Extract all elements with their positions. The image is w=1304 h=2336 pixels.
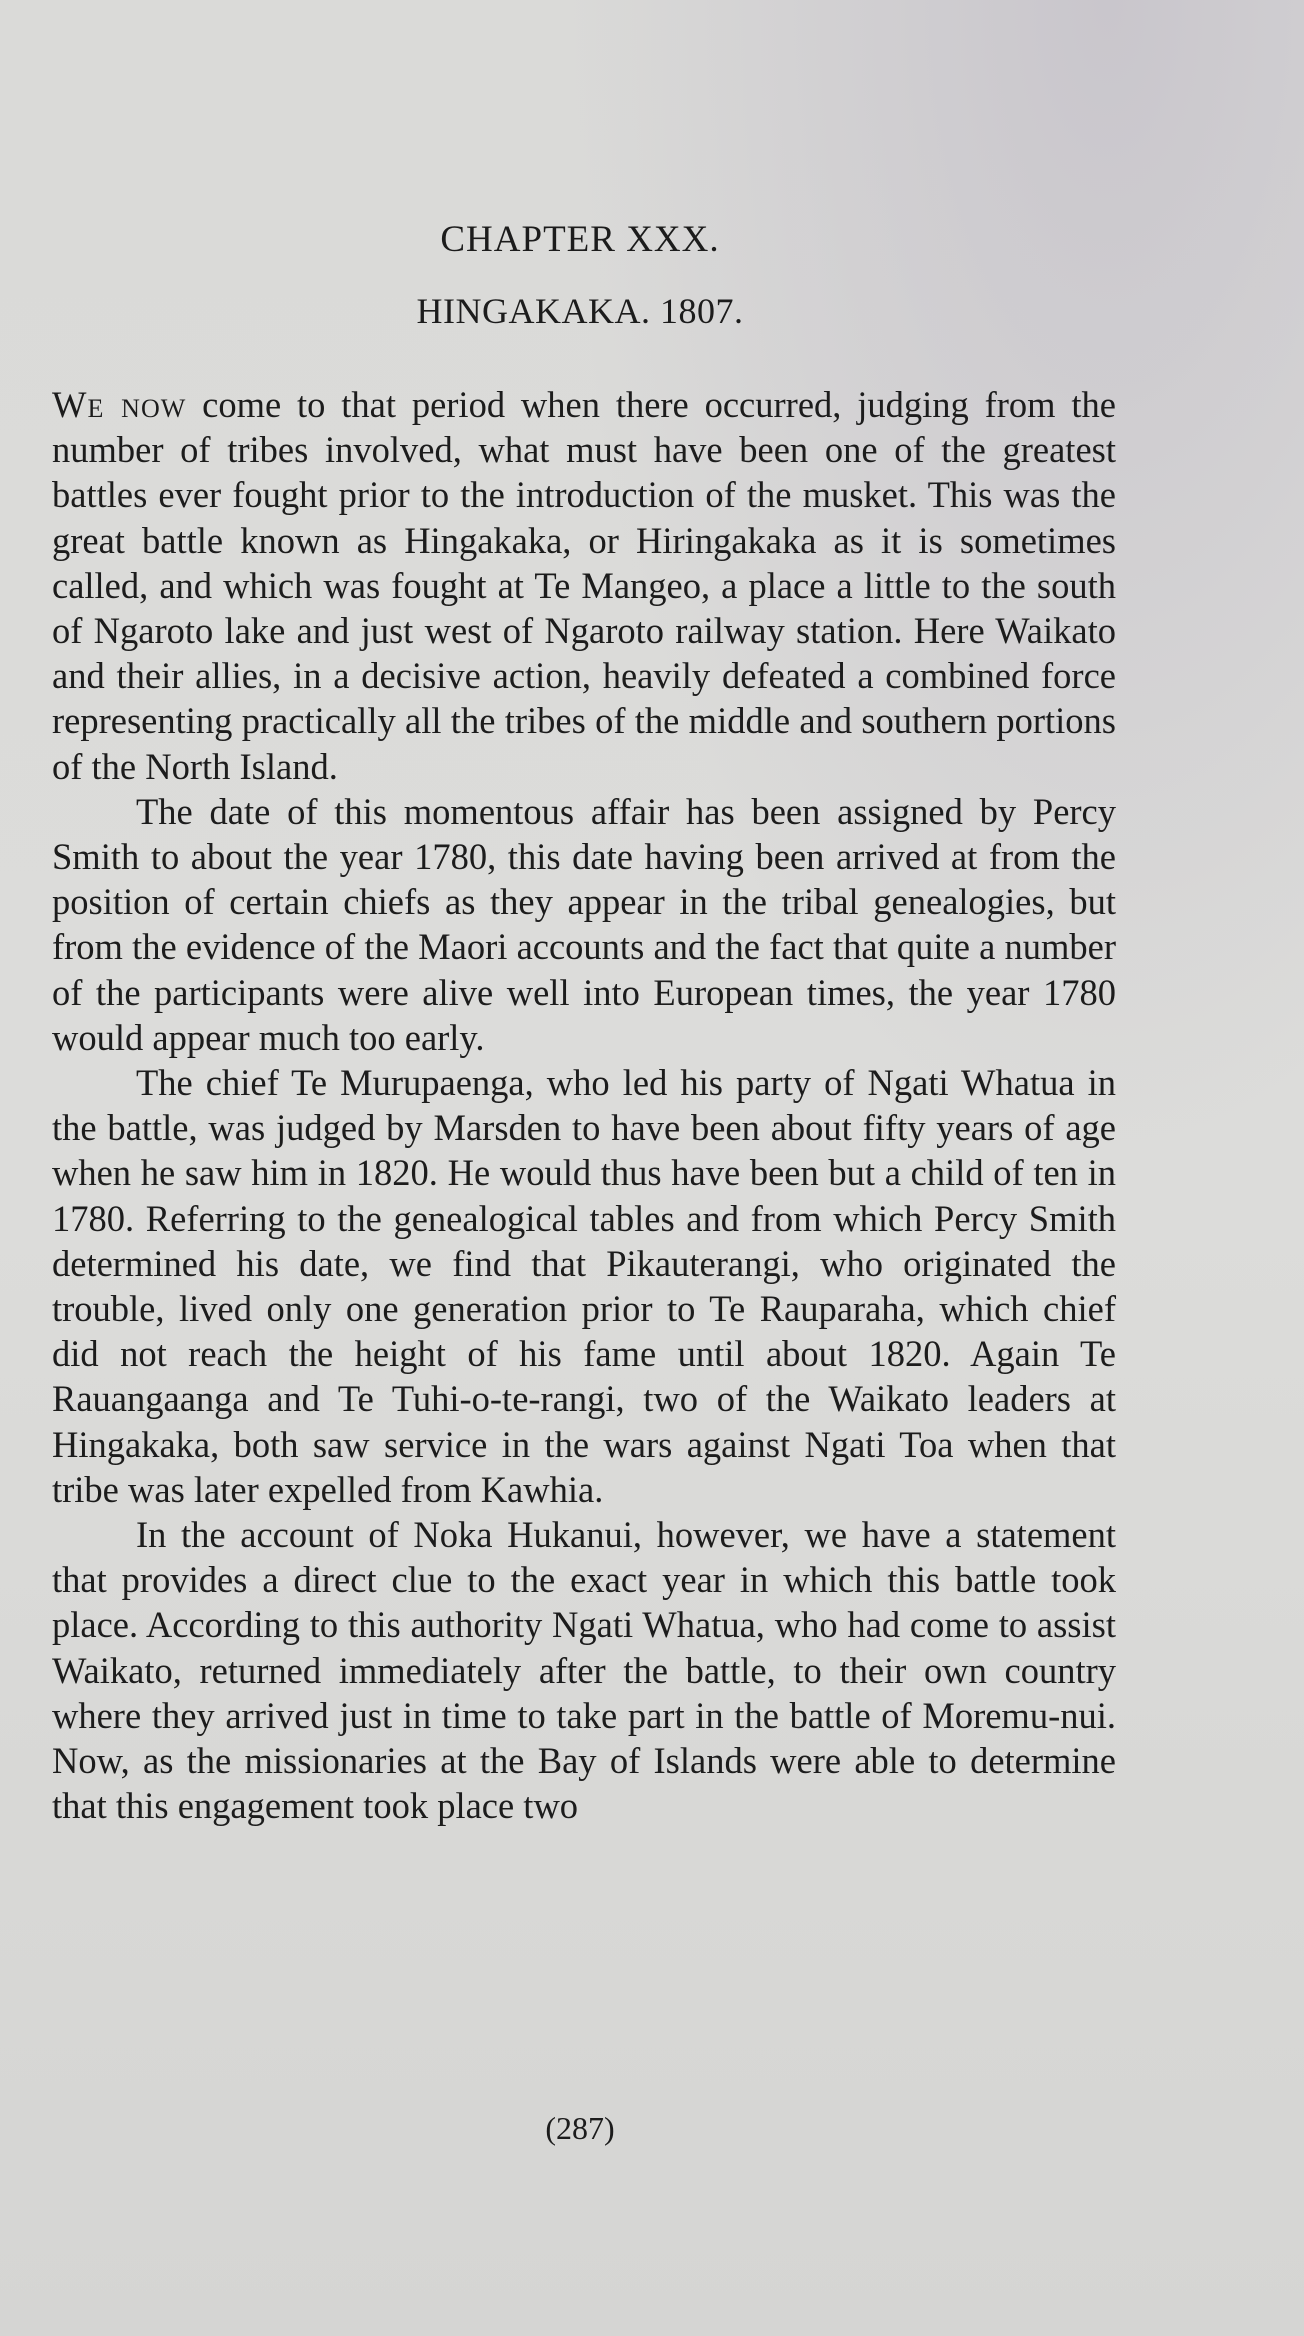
chapter-heading: CHAPTER XXX. xyxy=(440,219,720,260)
chapter-subheading: HINGAKAKA. 1807. xyxy=(416,291,744,331)
paragraph-4: In the account of Noka Hukanui, however, we have a statement that provides a direct clue to the exact year in which this battle took place. According to this authority Ngati Whatua, who had come to assist Waikato, returned immediately after the battle, to their own country where they arrived just in time to take part in the battle of Moremu-nui. Now, as the missionaries at the Bay of Islands were able to determine that this engagement took place two xyxy=(52,1514,1116,1827)
paragraph-1 xyxy=(52,382,1116,789)
paragraph-1-text: come to that period when there occurred, judging from the number of tribes involved, what must have been one of the greatest battles ever fought prior to the introduction of the musket. This was the great battle known as Hingakaka, or Hiringakaka as it is sometimes called, and which was fought at Te Mangeo, a place a little to the south of Ngaroto lake and just west of Ngaroto railway station. Here Waikato and their allies, in a decisive action, heavily defeated a combined force representing practically all the tribes of the middle and southern portions of the North Island. xyxy=(52,384,1116,787)
paragraph-3: The chief Te Murupaenga, who led his party of Ngati Whatua in the battle, was judged by Marsden to have been about fifty years of age when he saw him in 1820. He would thus have been but a child of ten in 1780. Referring to the genealogical tables and from which Percy Smith determined his date, we find that Pikauterangi, who originated the trouble, lived only one generation prior to Te Rauparaha, which chief did not reach the height of his fame until about 1820. Again Te Rauangaanga and Te Tuhi-o-te-rangi, two of the Waikato leaders at Hingakaka, both saw service in the wars against Ngati Toa when that tribe was later expelled from Kawhia. xyxy=(52,1062,1116,1510)
page-number: (287) xyxy=(545,2110,615,2146)
body-text xyxy=(52,382,1116,1829)
paragraph-2: The date of this momentous affair has been assigned by Percy Smith to about the year 1780, this date having been arrived at from the position of certain chiefs as they appear in the tribal genealogies, but from the evidence of the Maori accounts and the fact that quite a number of the participants were alive well into European times, the year 1780 would appear much too early. xyxy=(52,790,1116,1058)
lead-words: We now xyxy=(52,384,187,425)
